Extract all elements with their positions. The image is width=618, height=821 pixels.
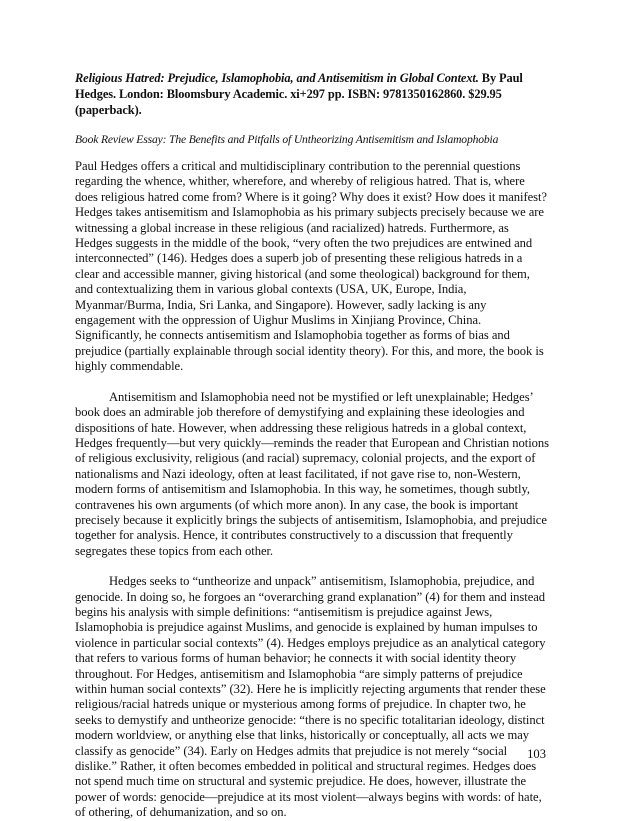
book-citation-header: [75, 70, 549, 118]
page-content: [75, 70, 549, 821]
body-paragraph-3: Hedges seeks to “untheorize and unpack” antisemitism, Islamophobia, prejudice, and genocide. In doing so, he forgoes an “overarching grand explanation” (4) for them and instead begins his analysis with simple definitions: “antisemitism is prejudice against Jews, Islamophobia is prejudice against Muslims, and genocide is explained by human impulses to violence in particular social contexts” (4). Hedges employs prejudice as an analytical category that refers to various forms of human behavior; he connects it with social identity theory throughout. For Hedges, antisemitism and Islamophobia “are simply patterns of prejudice within human social contexts” (32). Here he is implicitly rejecting arguments that render these religious/racial hatreds unique or mysterious among forms of prejudice. In chapter two, he seeks to demystify and untheorize genocide: “there is no specific totalitarian ideology, distinct modern worldview, or anything else that links, historically or conceptually, all acts we may classify as genocide” (34). Early on Hedges admits that prejudice is not merely “social dislike.” Rather, it often becomes embedded in political and structural regimes. Hedges does not spend much time on structural and systemic prejudice. He does, however, illustrate the power of words: genocide—prejudice at its most violent—always begins with words: of hate, of othering, of dehumanization, and so on.: [75, 574, 546, 820]
book-title: Religious Hatred: Prejudice, Islamophobia, and Antisemitism in Global Context.: [75, 71, 479, 85]
body-paragraph-2: Antisemitism and Islamophobia need not be mystified or left unexplainable; Hedges’ book does an admirable job therefore of demystifying and explaining these ideologies and dispositions of hate. However, when addressing these religious hatreds in a global context, Hedges frequently—but very quickly—reminds the reader that European and Christian notions of religious exclusivity, religious (and racial) supremacy, colonial projects, and the export of nationalisms and Nazi ideology, often at least facilitated, if not gave rise to, non-Western, modern forms of antisemitism and Islamophobia. In this way, he sometimes, though subtly, contravenes his own arguments (of which more anon). In any case, the book is important precisely because it explicitly brings the subjects of antisemitism, Islamophobia, and prejudice together for analysis. Hence, it contributes constructively to a discussion that frequently segregates these topics from each other.: [75, 389, 549, 558]
body-paragraph-1: Paul Hedges offers a critical and multidisciplinary contribution to the perennial questions regarding the whence, whither, wherefore, and whereby of religious hatred. That is, where does religious hatred come from? Where is it going? Why does it exist? How does it manifest? Hedges takes antisemitism and Islamophobia as his primary subjects precisely because we are witnessing a global increase in these religious (and racialized) hatreds. Furthermore, as Hedges suggests in the middle of the book, “very often the two prejudices are entwined and interconnected” (146). Hedges does a superb job of presenting these religious hatreds in a clear and accessible manner, giving historical (and some theological) background for them, and contextualizing them in various global contexts (USA, UK, Europe, India, Myanmar/Burma, India, Sri Lanka, and Singapore). However, sadly lacking is any engagement with the oppression of Uighur Muslims in Xinjiang Province, China. Significantly, he connects antisemitism and Islamophobia together as forms of bias and prejudice (partially explainable through social identity theory). For this, and more, the book is highly commendable.: [75, 159, 547, 374]
essay-subtitle: Book Review Essay: The Benefits and Pitfalls of Untheorizing Antisemitism and Islamophobia: [75, 133, 499, 146]
book-publication-details: By Paul Hedges. London: Bloomsbury Academic. xi+297 pp. ISBN: 9781350162860. $29.95 (paperback).: [75, 71, 523, 117]
page-number: 103: [527, 747, 546, 761]
